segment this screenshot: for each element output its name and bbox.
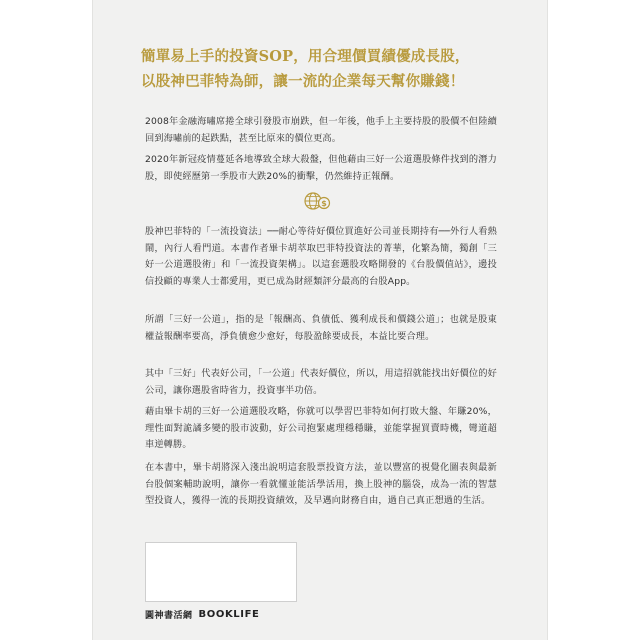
- back-cover: [92, 0, 548, 640]
- svg-text:$: $: [321, 199, 327, 208]
- publisher-brand: BOOKLIFE: [198, 608, 260, 620]
- headline-line-1: 簡單易上手的投資SOP，用合理價買績優成長股，: [141, 48, 470, 65]
- paragraph-good-company-good-price: 其中「三好」代表好公司，「一公道」代表好價位，所以，用這招就能找出好價位的好公司，讓你選股省時省力，投資事半功倍。: [145, 368, 497, 396]
- headline: [141, 44, 511, 94]
- publisher-logo: [145, 607, 259, 621]
- paragraph-crisis-2008: 2008年金融海嘯席捲全球引發股市崩跌，但一年後，他手上主要持股的股價不但陸續回到海嘯前的起跌點，甚至比原來的價位更高。: [145, 116, 497, 144]
- globe-coin-icon: [303, 190, 331, 212]
- paragraph-buffett-method: 股神巴菲特的「一流投資法」──耐心等待好價位買進好公司並長期持有──外行人看熱鬧，內行人看門道。本書作者畢卡胡萃取巴菲特投資法的菁華，化繁為簡，獨創「三好一公道選股術」和「一流投資架構」。以這套選股攻略開發的《台股價值站》，邊投信投顧的專業人士都愛用，更已成為財經類評分最高的台股App。: [145, 226, 497, 287]
- paragraph-covid-2020: 2020年新冠疫情蔓延各地導致全球大殺盤，但他藉由三好一公道選股條件找到的潛力股，即使經歷第一季股市大跌20%的衝擊，仍然維持正報酬。: [145, 154, 497, 182]
- barcode-placeholder-box: [145, 542, 297, 602]
- paragraph-in-this-book: 在本書中，畢卡胡將深入淺出說明這套股票投資方法，並以豐富的視覺化圖表與最新台股個案輔助說明，讓你一看就懂並能活學活用，換上股神的腦袋，成為一流的智慧型投資人，獲得一流的長期投資績效，及早邁向財務自由，過自己真正想過的生活。: [145, 462, 497, 506]
- paragraph-three-good-one-fair: 所謂「三好一公道」，指的是「報酬高、負債低、獲利成長和價錢公道」；也就是股東權益報酬率要高，淨負債愈少愈好，每股盈餘要成長，本益比要合理。: [145, 314, 497, 342]
- publisher-name: 圓神書活網: [145, 610, 193, 621]
- paragraph-beat-market: 藉由畢卡胡的三好一公道選股攻略，你就可以學習巴菲特如何打敗大盤、年賺20%，理性面對詭譎多變的股市波動，好公司抱緊處理穩穩賺，並能掌握買賣時機，彎道超車逆轉勝。: [145, 406, 497, 450]
- headline-line-2: 以股神巴菲特為師，讓一流的企業每天幫你賺錢！: [141, 73, 465, 90]
